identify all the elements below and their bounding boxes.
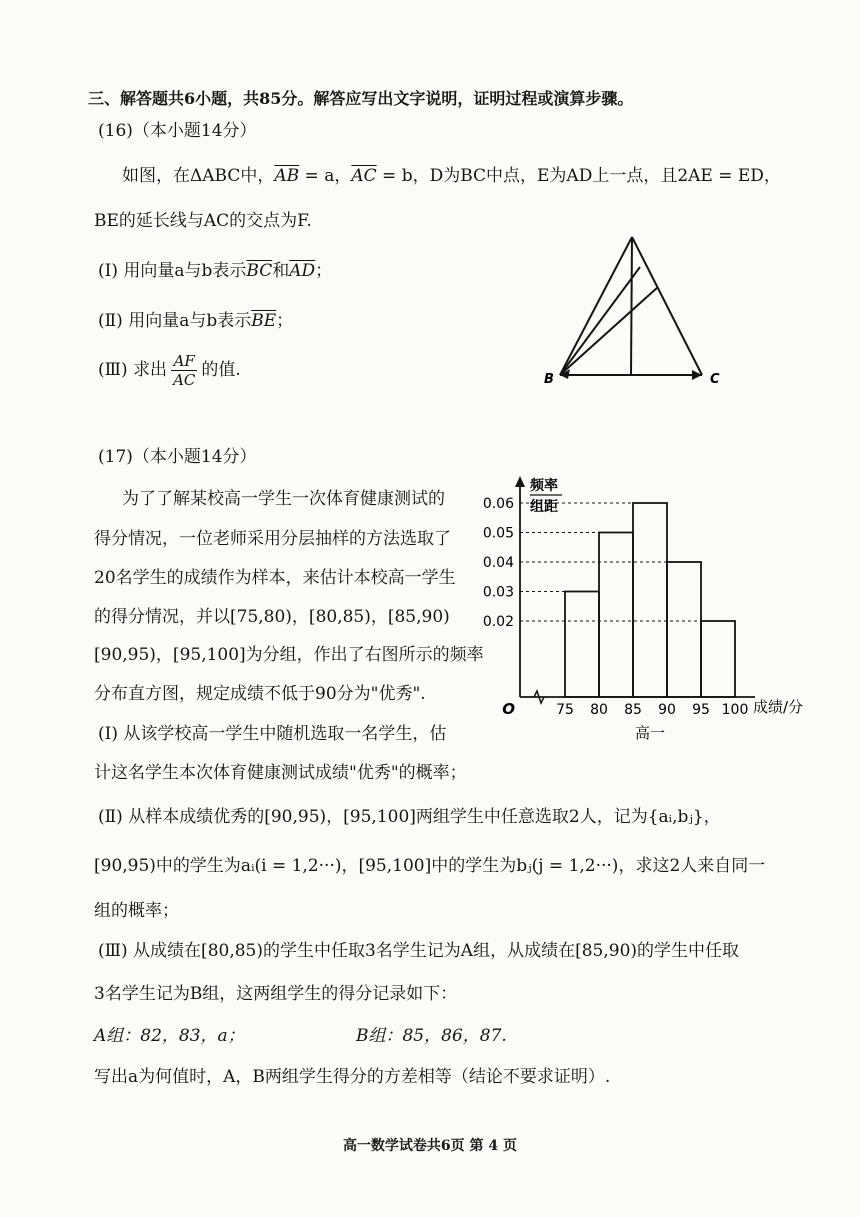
group-a-scores: A组：82，83，a； (94, 1026, 245, 1046)
q17-part2-line1: (Ⅱ) 从样本成绩优秀的[90,95)，[95,100]两组学生中任意选取2人，记为{aᵢ,bⱼ}， (98, 807, 721, 827)
q16-part1-mid: 和 (272, 261, 290, 281)
q16-part1-text: (Ⅰ) 用向量a与b表示 (98, 261, 247, 281)
vector-bc: $\overline{BC}$ (246, 261, 273, 281)
q17-heading: (17)（本小题14分） (98, 447, 257, 467)
x-tick-label: 85 (624, 702, 642, 718)
vector-ad: $\overline{AD}$ (289, 261, 316, 281)
histogram-bar (667, 562, 701, 697)
triangle-figure (530, 225, 740, 395)
y-tick-label: 0.06 (482, 496, 514, 512)
q16-part3-text: (Ⅲ) 求出 (98, 360, 168, 380)
side-ac (632, 237, 702, 375)
q17-part3-line1: (Ⅲ) 从成绩在[80,85)的学生中任取3名学生记为A组，从成绩在[85,90)的学生中任取 (98, 941, 740, 961)
histogram-bar (633, 503, 667, 697)
q16-part2 (98, 310, 293, 332)
q16-part3-end: 的值. (201, 360, 241, 380)
q16-part2-text: (Ⅱ) 用向量a与b表示 (98, 311, 252, 331)
y-tick-label: 0.02 (482, 614, 514, 630)
x-tick-label: 100 (721, 702, 749, 718)
q16-p1-a: 如图，在ΔABC中， (122, 166, 275, 186)
x-tick-label: 75 (556, 702, 574, 718)
y-label-denominator: 组距 (530, 499, 558, 515)
q17-part1-line1: (Ⅰ) 从该学校高一学生中随机选取一名学生，估 (98, 724, 447, 744)
x-tick-label: 80 (590, 702, 608, 718)
vector-ac: $\overline{AC}$ (351, 166, 377, 186)
y-label-numerator: 频率 (530, 478, 558, 494)
y-axis-arrow (515, 476, 525, 487)
q17-text-line6: 分布直方图，规定成绩不低于90分为"优秀". (94, 684, 426, 704)
x-axis-label: 成绩/分 (753, 698, 804, 716)
histogram-bar (565, 592, 599, 698)
x-tick-label: 90 (658, 702, 676, 718)
q17-part3-line2: 3名学生记为B组，这两组学生的得分记录如下： (94, 984, 458, 1004)
segment-be (560, 267, 640, 375)
x-tick-label: 95 (692, 702, 710, 718)
median-ad (631, 237, 632, 375)
q17-text-line4: 的得分情况，并以[75,80)，[80,85)，[85,90) (94, 607, 450, 627)
vertex-label-c: C (710, 372, 720, 387)
q16-paragraph-line1 (122, 165, 781, 187)
q17-text-line1: 为了了解某校高一学生一次体育健康测试的 (122, 489, 445, 509)
fraction-numerator: AF (171, 352, 197, 371)
q17-text-line3: 20名学生的成绩作为样本，来估计本校高一学生 (94, 568, 456, 588)
q16-part2-end: ； (276, 311, 294, 331)
vertex-label-b: B (544, 372, 554, 387)
segment-bf (560, 287, 658, 375)
vector-ab: $\overline{AB}$ (274, 166, 300, 186)
section-header: 三、解答题共6小题，共85分。解答应写出文字说明，证明过程或演算步骤。 (88, 89, 634, 108)
q17-part3-line3: 写出a为何值时，A，B两组学生得分的方差相等（结论不要求证明）. (94, 1067, 611, 1087)
side-ab (560, 237, 632, 375)
group-b-scores: B组：85，86，87. (356, 1026, 507, 1046)
y-tick-label: 0.03 (482, 584, 514, 601)
q16-p1-b: = a， (299, 166, 352, 186)
frequency-histogram (480, 472, 820, 772)
page-footer: 高一数学试卷共6页 第 4 页 (342, 1138, 518, 1154)
q16-part1 (98, 260, 332, 282)
q17-text-line2: 得分情况，一位老师采用分层抽样的方法选取了 (94, 529, 451, 549)
vector-be: $\overline{BE}$ (251, 311, 277, 331)
q16-part3 (98, 350, 241, 390)
q16-heading: (16)（本小题14分） (98, 121, 257, 141)
q16-p1-c: = b，D为BC中点，E为AD上一点，且2AE = ED， (376, 166, 781, 186)
q16-part1-end: ； (315, 261, 333, 281)
q17-part2-line3: 组的概率； (94, 901, 179, 921)
y-tick-label: 0.04 (482, 555, 514, 571)
histogram-bar (701, 621, 735, 697)
chart-caption: 高一 (634, 724, 666, 742)
q16-paragraph-line2: BE的延长线与AC的交点为F. (94, 211, 312, 231)
histogram-bar (599, 533, 633, 698)
y-tick-label: 0.05 (482, 525, 514, 542)
origin-label: O (502, 700, 515, 718)
q17-part2-line2: [90,95)中的学生为aᵢ(i = 1,2···)，[95,100]中的学生为bⱼ(j = 1,2···)，求这2人来自同一 (94, 856, 766, 876)
q17-text-line5: [90,95)，[95,100]为分组，作出了右图所示的频率 (94, 645, 484, 665)
q17-part1-line2: 计这名学生本次体育健康测试成绩"优秀"的概率； (94, 763, 467, 783)
fraction-af-ac (171, 352, 197, 389)
fraction-denominator: AC (173, 371, 196, 389)
